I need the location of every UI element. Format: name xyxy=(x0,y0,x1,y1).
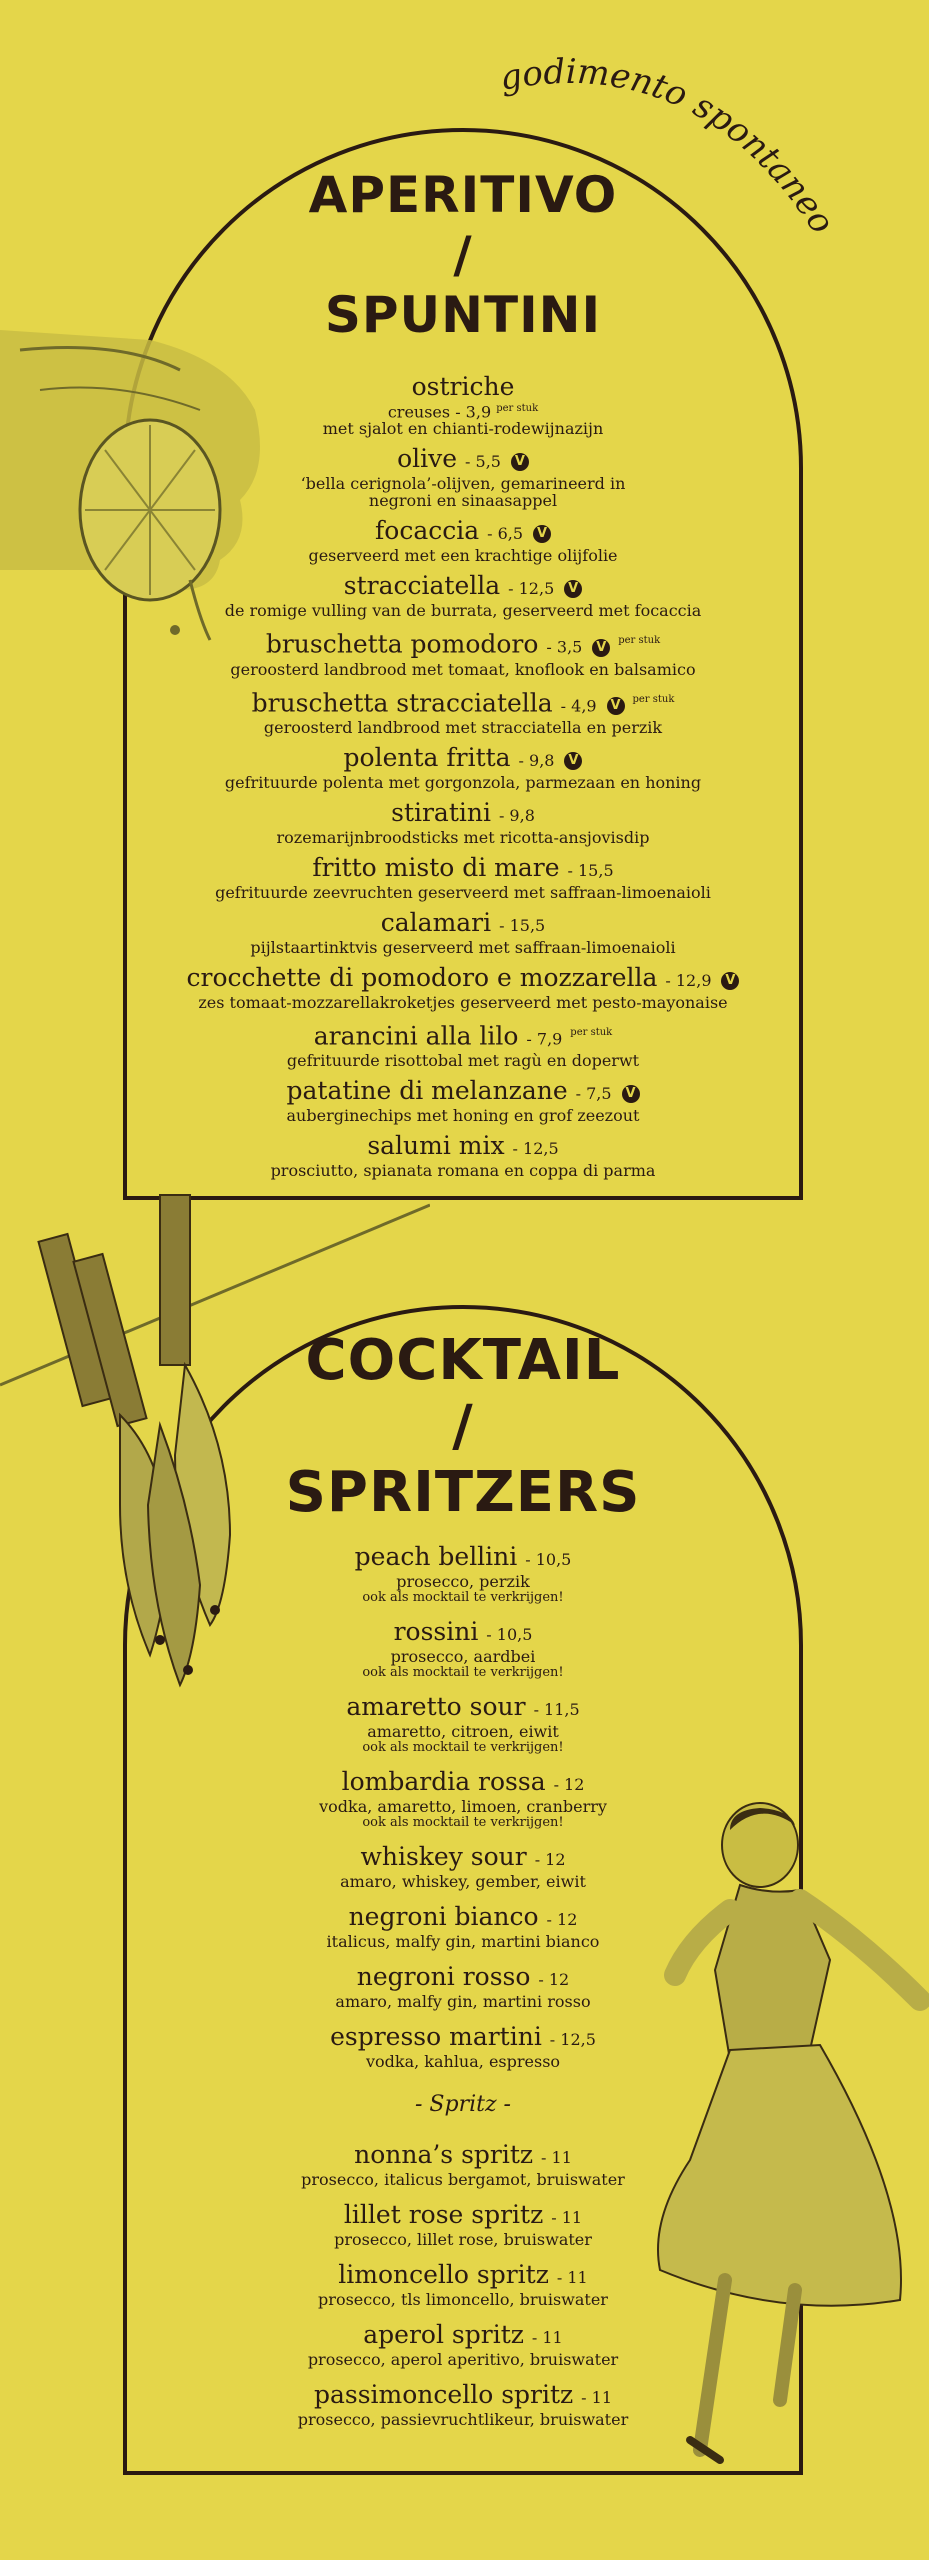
item-name: amaretto sour - 11,5 xyxy=(346,1692,580,1721)
item-name: salumi mix - 12,5 xyxy=(367,1131,559,1161)
title-slash: / xyxy=(452,1394,474,1459)
item-desc: zes tomaat-mozzarellakroketjes geserveerd met pesto-mayonaise xyxy=(198,992,728,1012)
item-desc: pijlstaartinktvis geserveerd met saffraan-limoenaioli xyxy=(250,937,676,957)
svg-text:godimento spontaneo: godimento spontaneo xyxy=(496,51,843,241)
item-name: patatine di melanzane - 7,5 V xyxy=(123,1077,803,1107)
item-name: calamari - 15,5 xyxy=(380,907,546,937)
title-line-2: SPUNTINI xyxy=(324,286,602,344)
item-desc: vodka, kahlua, espresso xyxy=(365,2052,561,2071)
item-name: aperol spritz - 11 xyxy=(363,2320,563,2349)
item-name: arancini alla lilo - 7,9 $^{per stuk}$ xyxy=(313,1021,613,1051)
item-desc: prosecco, perzik xyxy=(396,1572,530,1591)
title-line-2: SPRITZERS xyxy=(285,1460,641,1525)
title-line-1: COCKTAIL xyxy=(305,1328,621,1393)
menu-item-calamari xyxy=(123,909,803,956)
item-name: whiskey sour - 12 xyxy=(360,1842,566,1871)
item-desc: prosecco, aardbei xyxy=(390,1647,536,1666)
item-name: lombardia rossa - 12 xyxy=(341,1767,585,1796)
title-slash: / xyxy=(453,226,473,284)
menu-item-polenta-fritta xyxy=(123,744,803,791)
menu-item-arancini xyxy=(123,1019,803,1069)
dancing-woman-illustration xyxy=(630,1800,929,2480)
item-desc: prosecco, italicus bergamot, bruiswater xyxy=(301,2170,625,2189)
hanging-fish-illustration xyxy=(0,1185,430,1705)
item-name: bruschetta stracciatella - 4,9 V $^{per stuk}$ xyxy=(251,687,675,717)
item-desc: de romige vulling van de burrata, geserveerd met focaccia xyxy=(224,601,702,621)
title-line-1: APERITIVO xyxy=(308,166,618,224)
item-name: rossini - 10,5 xyxy=(393,1617,533,1646)
item-desc: geserveerd met een krachtige olijfolie xyxy=(308,546,618,566)
item-desc: amaro, malfy gin, martini rosso xyxy=(335,1992,591,2011)
aperitivo-title xyxy=(123,166,803,350)
item-desc: ‘bella cerignola’-olijven, gemarineerd in negroni en sinaasappel xyxy=(300,474,626,511)
vegetarian-icon: V xyxy=(533,525,551,543)
menu-item-salumi xyxy=(123,1132,803,1179)
item-desc: gefrituurde zeevruchten geserveerd met saffraan-limoenaioli xyxy=(215,882,711,902)
item-note: ook als mocktail te verkrijgen! xyxy=(362,1665,564,1680)
item-name: negroni bianco - 12 xyxy=(348,1902,578,1931)
item-desc: prosciutto, spianata romana en coppa di parma xyxy=(270,1161,656,1181)
item-desc: geroosterd landbrood met tomaat, knoflook en balsamico xyxy=(230,659,696,679)
item-desc: met sjalot en chianti-rodewijnazijn xyxy=(322,419,604,439)
item-name: passimoncello spritz - 11 xyxy=(313,2380,613,2409)
hand-squeezing-lemon-illustration xyxy=(0,330,270,710)
item-sub: creuses - 3,9 $^{per stuk}$ xyxy=(387,402,539,422)
item-name: fritto misto di mare - 15,5 xyxy=(312,852,614,882)
item-name: olive - 5,5 V xyxy=(123,445,803,475)
item-name: lillet rose spritz - 11 xyxy=(343,2200,583,2229)
menu-item-patatine xyxy=(123,1077,803,1124)
item-desc: geroosterd landbrood met stracciatella en perzik xyxy=(263,717,663,737)
item-desc: rozemarijnbroodsticks met ricotta-ansjovisdip xyxy=(276,827,650,847)
item-name: limoncello spritz - 11 xyxy=(338,2260,588,2289)
item-name: polenta fritta - 9,8 V xyxy=(123,744,803,774)
item-desc: prosecco, aperol aperitivo, bruiswater xyxy=(307,2350,619,2369)
item-name: peach bellini - 10,5 xyxy=(354,1542,572,1571)
item-name: stracciatella - 12,5 V xyxy=(123,572,803,602)
item-name: crocchette di pomodoro e mozzarella - 12,9 V xyxy=(123,964,803,994)
menu-item-crocchette xyxy=(123,964,803,1011)
menu-item-stiratini xyxy=(123,799,803,846)
item-name: bruschetta pomodoro - 3,5 V $^{per stuk}$ xyxy=(265,629,661,659)
item-name: nonna’s spritz - 11 xyxy=(354,2140,572,2169)
vegetarian-icon: V xyxy=(511,453,529,471)
item-desc: amaretto, citroen, eiwit xyxy=(367,1722,559,1741)
item-name: negroni rosso - 12 xyxy=(356,1962,570,1991)
item-note: ook als mocktail te verkrijgen! xyxy=(362,1815,564,1830)
item-desc: prosecco, lillet rose, bruiswater xyxy=(334,2230,592,2249)
spritz-divider: - Spritz - xyxy=(415,2092,511,2117)
vegetarian-icon: V xyxy=(564,752,582,770)
vegetarian-icon: V xyxy=(607,697,625,715)
item-desc: amaro, whiskey, gember, eiwit xyxy=(340,1872,586,1891)
item-name: ostriche xyxy=(411,372,515,401)
item-note: ook als mocktail te verkrijgen! xyxy=(362,1590,564,1605)
item-name: focaccia - 6,5 V xyxy=(123,517,803,547)
item-desc: vodka, amaretto, limoen, cranberry xyxy=(319,1797,607,1816)
item-name: stiratini - 9,8 xyxy=(391,797,535,827)
vegetarian-icon: V xyxy=(592,639,610,657)
item-desc: gefrituurde risottobal met ragù en doperwt xyxy=(286,1051,640,1071)
item-desc: italicus, malfy gin, martini bianco xyxy=(326,1932,600,1951)
item-desc: prosecco, passievruchtlikeur, bruiswater xyxy=(297,2410,629,2429)
vegetarian-icon: V xyxy=(622,1085,640,1103)
vegetarian-icon: V xyxy=(564,580,582,598)
item-name: espresso martini - 12,5 xyxy=(330,2022,596,2051)
item-desc: gefrituurde polenta met gorgonzola, parmezaan en honing xyxy=(224,772,702,792)
item-desc: prosecco, tls limoncello, bruiswater xyxy=(318,2290,608,2309)
vegetarian-icon: V xyxy=(721,972,739,990)
menu-item-fritto-misto xyxy=(123,854,803,901)
item-desc: auberginechips met honing en grof zeezout xyxy=(286,1106,640,1126)
item-note: ook als mocktail te verkrijgen! xyxy=(362,1740,564,1755)
